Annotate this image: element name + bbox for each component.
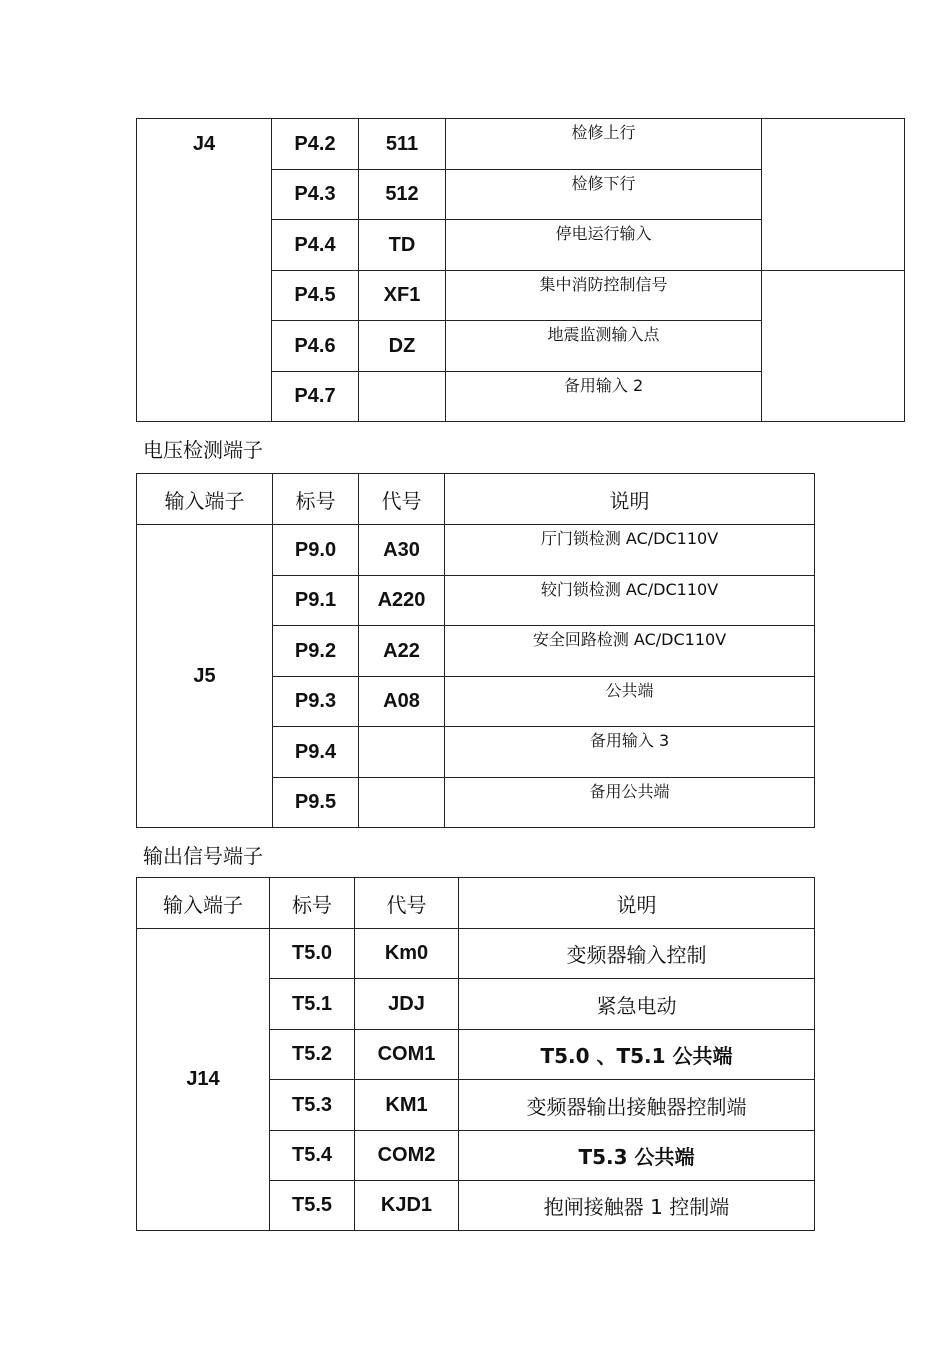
header-desc: 说明 [459,878,815,929]
desc-cell: 变频器输入控制 [459,929,815,979]
desc-cell: 集中消防控制信号 [446,271,762,321]
desc-cell: T5.0 、T5.1 公共端 [459,1030,815,1080]
mark-cell: P4.2 [272,119,359,170]
code-cell: Km0 [355,929,459,979]
code-cell: A08 [359,677,445,727]
mark-cell: P9.4 [273,727,359,778]
table-j5 [136,473,815,828]
mark-cell: P4.4 [272,220,359,271]
group-label: J5 [137,525,273,828]
desc-cell: 公共端 [445,677,815,727]
code-cell: COM2 [355,1131,459,1181]
header-code: 代号 [359,474,445,525]
table-row [137,119,905,170]
header-mark: 标号 [273,474,359,525]
desc-cell: 变频器输出接触器控制端 [459,1080,815,1131]
mark-cell: P9.5 [273,778,359,828]
desc-cell: 停电运行输入 [446,220,762,271]
desc-cell: 备用公共端 [445,778,815,828]
section-caption-output: 输出信号端子 [143,844,263,868]
mark-cell: P9.1 [273,576,359,626]
mark-cell: T5.0 [270,929,355,979]
mark-cell: P9.3 [273,677,359,727]
header-terminal: 输入端子 [137,474,273,525]
mark-cell: T5.2 [270,1030,355,1080]
code-cell: 512 [359,170,446,220]
desc-cell: 厅门锁检测 AC/DC110V [445,525,815,576]
code-cell: TD [359,220,446,271]
desc-cell: 备用输入 3 [445,727,815,778]
code-cell: KM1 [355,1080,459,1131]
code-cell: DZ [359,321,446,372]
group-label: J4 [137,119,272,422]
code-cell: COM1 [355,1030,459,1080]
table-j14 [136,877,815,1231]
group-label: J14 [137,929,270,1231]
mark-cell: P4.6 [272,321,359,372]
desc-cell: 安全回路检测 AC/DC110V [445,626,815,677]
table-row [137,525,815,576]
header-mark: 标号 [270,878,355,929]
table-j4 [136,118,905,422]
table-header-row [137,474,815,525]
desc-cell: 地震监测输入点 [446,321,762,372]
code-cell [359,778,445,828]
desc-cell: 检修下行 [446,170,762,220]
code-cell [359,727,445,778]
header-code: 代号 [355,878,459,929]
desc-cell: 检修上行 [446,119,762,170]
mark-cell: P4.5 [272,271,359,321]
desc-cell: 抱闸接触器 1 控制端 [459,1181,815,1231]
note-cell [762,271,905,422]
code-cell [359,372,446,422]
desc-cell: 较门锁检测 AC/DC110V [445,576,815,626]
mark-cell: T5.4 [270,1131,355,1181]
code-cell: A30 [359,525,445,576]
section-caption-voltage: 电压检测端子 [143,438,263,462]
code-cell: XF1 [359,271,446,321]
mark-cell: T5.1 [270,979,355,1030]
mark-cell: P9.0 [273,525,359,576]
desc-cell: T5.3 公共端 [459,1131,815,1181]
desc-cell: 紧急电动 [459,979,815,1030]
header-terminal: 输入端子 [137,878,270,929]
code-cell: A220 [359,576,445,626]
header-desc: 说明 [445,474,815,525]
code-cell: JDJ [355,979,459,1030]
code-cell: KJD1 [355,1181,459,1231]
table-header-row [137,878,815,929]
mark-cell: P9.2 [273,626,359,677]
mark-cell: T5.3 [270,1080,355,1131]
mark-cell: T5.5 [270,1181,355,1231]
table-row [137,929,815,979]
mark-cell: P4.3 [272,170,359,220]
desc-cell: 备用输入 2 [446,372,762,422]
note-cell [762,119,905,271]
code-cell: 511 [359,119,446,170]
mark-cell: P4.7 [272,372,359,422]
code-cell: A22 [359,626,445,677]
